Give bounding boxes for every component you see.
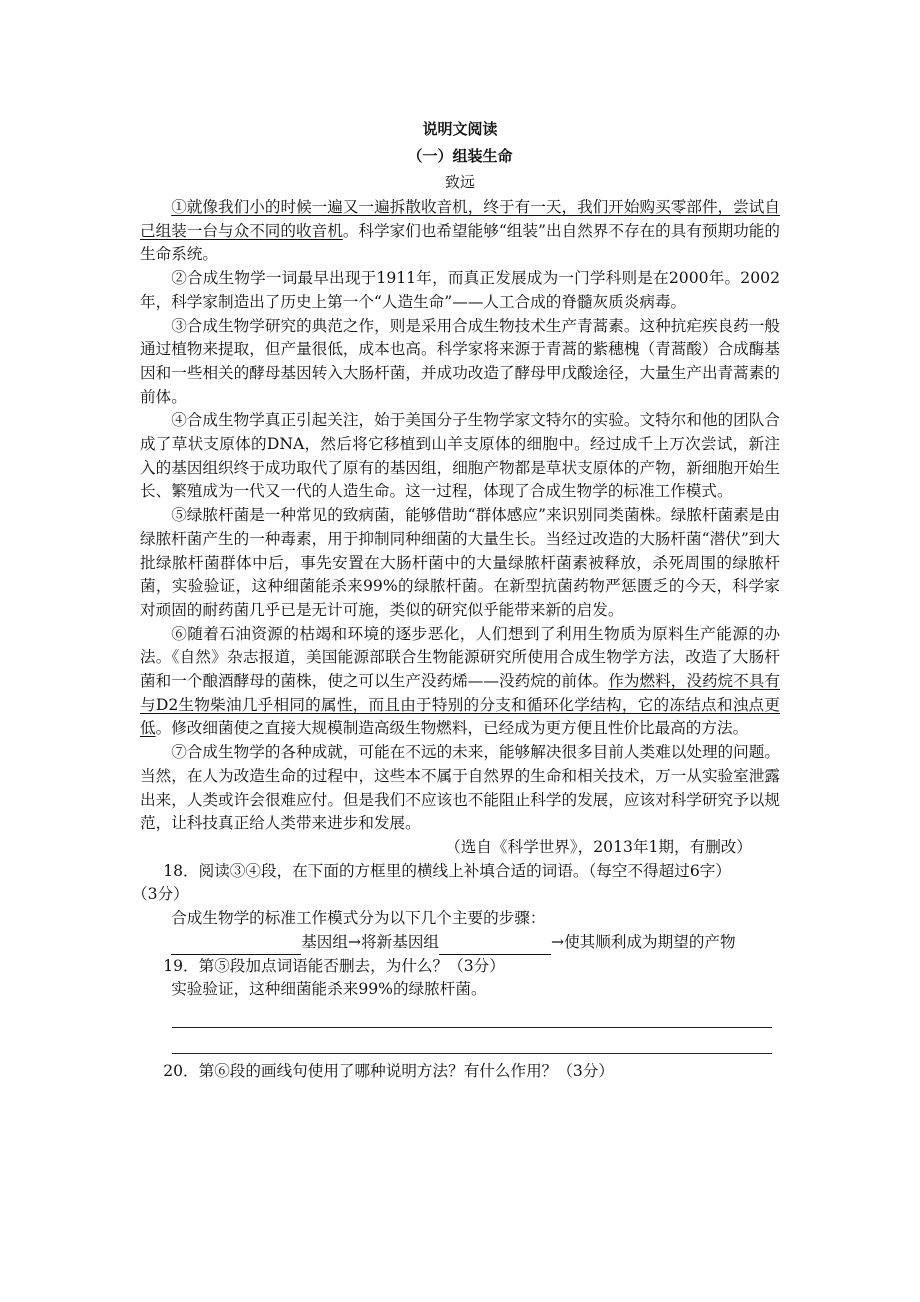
section-title: 说明文阅读 — [422, 120, 498, 138]
question-18-score: （3分） — [132, 885, 189, 904]
answer-line-2[interactable] — [172, 1028, 772, 1054]
answer-line-1[interactable] — [172, 1002, 772, 1028]
paragraph-4: ④合成生物学真正引起关注，始于美国分子生物学家文特尔的实验。文特尔和他的团队合成了草状支原体的DNA，然后将它移植到山羊支原体的细胞中。经过成千上万次尝试，新注入的基因组织终于成功取代了原有的基因组，细胞产物都是草状支原体的产物，新细胞开始生长、繁殖成为一代又一代的人造生命。这一过程，体现了合成生物学的标准工作模式。 — [140, 411, 780, 501]
question-18: 18．阅读③④段，在下面的方框里的横线上补填合适的词语。（每空不得超过6字） — [163, 861, 731, 880]
underlined-sentence: ①就像我们小的时候一遍又一遍拆散收音机，终于有一天，我们开始购买零部件，尝试自己组装一台与众不同的收音机 — [140, 198, 780, 240]
fill-blank-2[interactable] — [439, 937, 551, 955]
article-source: （选自《科学世界》，2013年1期，有删改） — [445, 837, 752, 856]
paragraph-3: ③合成生物学研究的典范之作，则是采用合成生物技术生产青蒿素。这种抗疟疾良药一般通过植物来提取，但产量很低，成本也高。科学家将来源于青蒿的紫穗槐（青蒿酸）合成酶基因和一些相关的酵母基因转入大肠杆菌，并成功改造了酵母甲戊酸途径，大量生产出青蒿素的前体。 — [140, 316, 780, 406]
question-18-prompt: 合成生物学的标准工作模式分为以下几个主要的步骤： — [171, 909, 546, 928]
question-20: 20．第⑥段的画线句使用了哪种说明方法？有什么作用？（3分） — [163, 1061, 614, 1080]
paragraph-2: ②合成生物学一词最早出现于1911年，而真正发展成为一门学科则是在2000年。2002年，科学家制造出了历史上第一个“人造生命”——人工合成的脊髓灰质炎病毒。 — [140, 269, 780, 311]
question-19-quote: 实验验证，这种细菌能杀来99%的绿脓杆菌。 — [171, 980, 487, 999]
article-author: 致远 — [444, 173, 475, 191]
article-title: （一）组装生命 — [407, 147, 513, 165]
paragraph-7: ⑦合成生物学的各种成就，可能在不远的未来，能够解决很多目前人类难以处理的问题。当然，在人为改造生命的过程中，这些本不属于自然界的生命和相关技术，万一从实验室泄露出来，人类或许会很难应付。但是我们不应该也不能阻止科学的发展，应该对科学研究予以规范，让科技真正给人类带来进步和发展。 — [140, 743, 780, 833]
paragraph-1: ①就像我们小的时候一遍又一遍拆散收音机，终于有一天，我们开始购买零部件，尝试自己组装一台与众不同的收音机。科学家们也希望能够“组装”出自然界不存在的具有预期功能的生命系统。 — [140, 198, 780, 264]
paragraph-6: ⑥随着石油资源的枯竭和环境的逐步恶化，人们想到了利用生物质为原料生产能源的办法。《自然》杂志报道，美国能源部联合生物能源研究所使用合成生物学方法，改造了大肠杆菌和一个酿酒酵母的菌株，使之可以生产没药烯——没药烷的前体。作为燃料，没药烷不具有与D2生物柴油几乎相同的属性，而且由于特别的分支和循环化学结构，它的冻结点和浊点更低。修改细菌使之直接大规模制造高级生物燃料，已经成为更方便且性价比最高的方法。 — [140, 624, 780, 738]
question-19: 19．第⑤段加点词语能否删去，为什么？（3分） — [163, 956, 505, 975]
underlined-sentence: 作为燃料，没药烷不具有与D2生物柴油几乎相同的属性，而且由于特别的分支和循环化学结构，它的冻结点和浊点更低 — [140, 672, 780, 738]
fill-blank-1[interactable] — [171, 937, 301, 955]
article-body — [132, 196, 780, 1084]
question-18-fill-row: 基因组→将新基因组 →使其顺利成为期望的产物 — [140, 931, 780, 955]
paragraph-5: ⑤绿脓杆菌是一种常见的致病菌，能够借助“群体感应”来识别同类菌株。绿脓杆菌素是由绿脓杆菌产生的一种毒素，用于抑制同种细菌的大量生长。当经过改造的大肠杆菌“潜伏”到大批绿脓杆菌群体中后，事先安置在大肠杆菌中的大量绿脓杆菌素被释放，杀死周围的绿脓杆菌，实验验证，这种细菌能杀来99%的绿脓杆菌。在新型抗菌药物严惩匮乏的今天，科学家对顽固的耐药菌几乎已是无计可施，类似的研究似乎能带来新的启发。 — [140, 506, 780, 619]
